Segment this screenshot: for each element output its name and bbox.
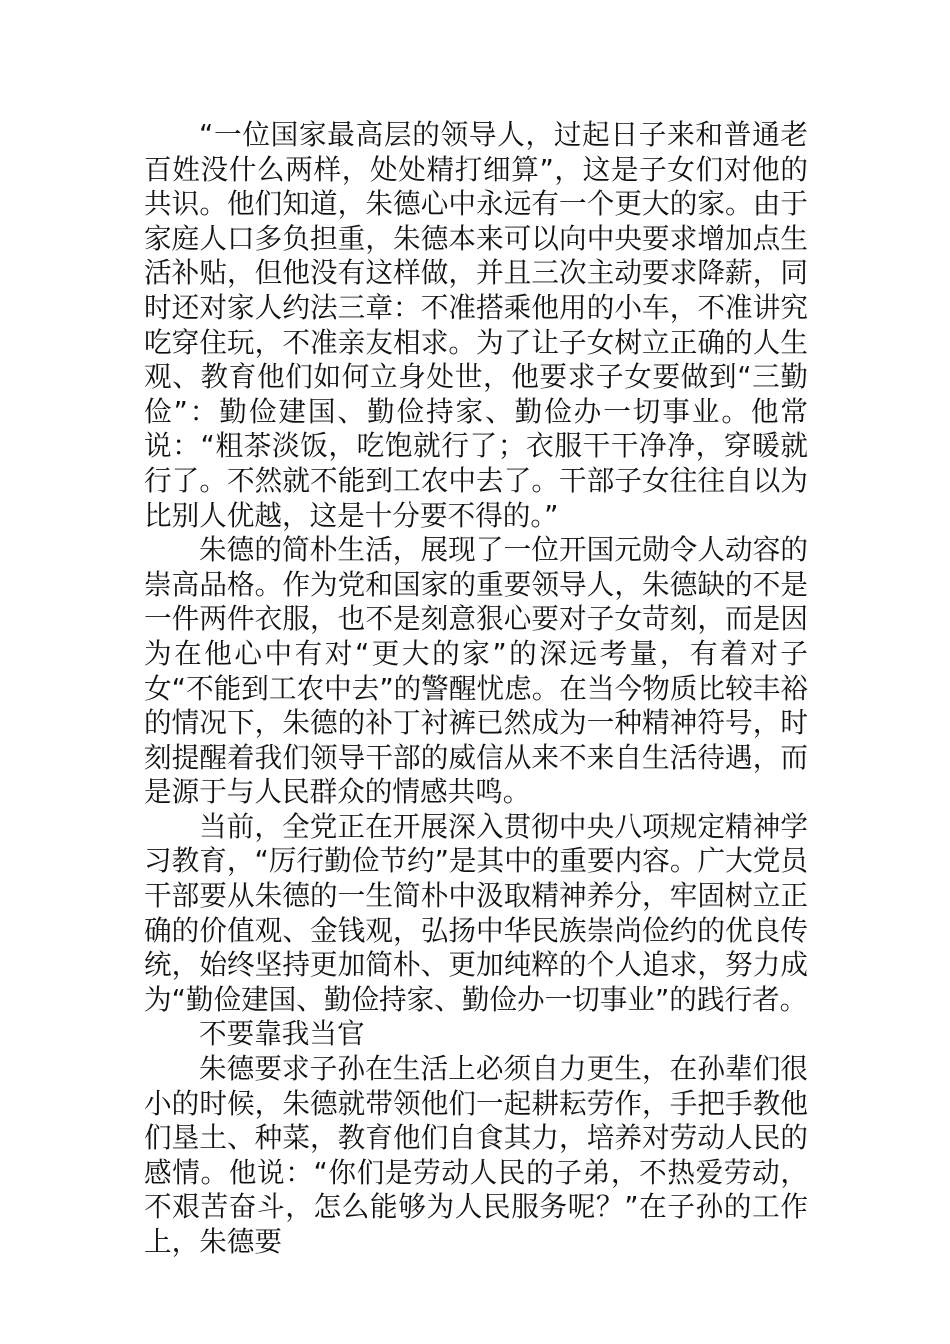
section-heading: 不要靠我当官 — [199, 1017, 365, 1051]
document-body — [144, 118, 808, 1260]
paragraph-simple-life: 朱德的简朴生活，展现了一位开国元勋令人动容的崇高品格。作为党和国家的重要领导人，朱德缺的不是一件两件衣服，也不是刻意狠心要对子女苛刻，而是因为在他心中有对“更大的家”的深远考量，有着对子女“不能到工农中去”的警醒忧虑。在当今物质比较丰裕的情况下，朱德的补丁衬裤已然成为一种精神符号，时刻提醒着我们领导干部的威信从来不来自生活待遇，而是源于与人民群众的情感共鸣。 — [144, 533, 808, 809]
paragraph-current-education: 当前，全党正在开展深入贯彻中央八项规定精神学习教育，“厉行勤俭节约”是其中的重要内容。广大党员干部要从朱德的一生简朴中汲取精神养分，牢固树立正确的价值观、金钱观，弘扬中华民族崇尚俭约的优良传统，始终坚持更加简朴、更加纯粹的个人追求，努力成为“勤俭建国、勤俭持家、勤俭办一切事业”的践行者。 — [144, 809, 808, 1016]
paragraph-family-frugality: “一位国家最高层的领导人，过起日子来和普通老百姓没什么两样，处处精打细算”，这是子女们对他的共识。他们知道，朱德心中永远有一个更大的家。由于家庭人口多负担重，朱德本来可以向中央要求增加点生活补贴，但他没有这样做，并且三次主动要求降薪，同时还对家人约法三章：不准搭乘他用的小车，不准讲究吃穿住玩，不准亲友相求。为了让子女树立正确的人生观、教育他们如何立身处世，他要求子女要做到“三勤俭”：勤俭建国、勤俭持家、勤俭办一切事业。他常说：“粗茶淡饭，吃饱就行了；衣服干干净净，穿暖就行了。不然就不能到工农中去了。干部子女往往自以为比别人优越，这是十分要不得的。” — [144, 118, 808, 532]
paragraph-self-reliance: 朱德要求子孙在生活上必须自力更生，在孙辈们很小的时候，朱德就带领他们一起耕耘劳作，手把手教他们垦土、种菜，教育他们自食其力，培养对劳动人民的感情。他说：“你们是劳动人民的子弟，不热爱劳动，不艰苦奋斗，怎么能够为人民服务呢？”在子孙的工作上，朱德要 — [144, 1052, 808, 1258]
